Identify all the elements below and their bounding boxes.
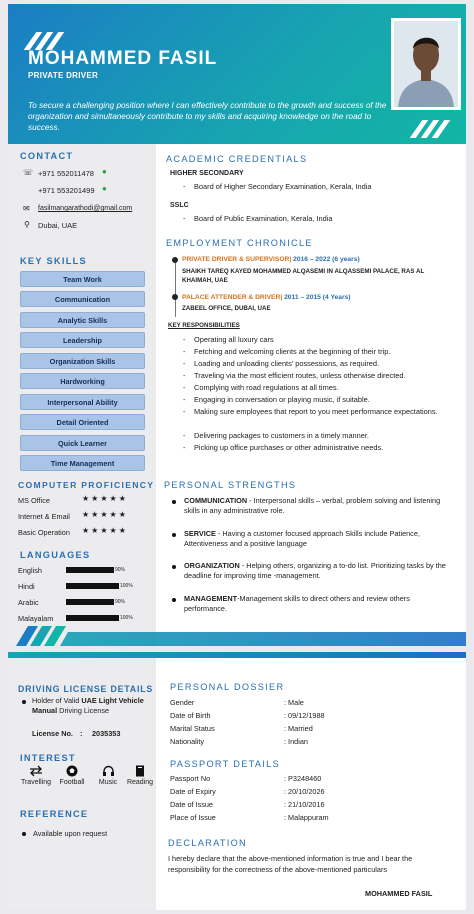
interest-label: Travelling [20,779,52,786]
academic-title: HIGHER SECONDARY [170,170,244,177]
location-text: Dubai, UAE [38,221,78,230]
bullet [172,533,176,537]
responsibility-item: - Traveling via the most efficient routes, unless otherwise directed. [180,370,406,381]
computer-item-label: Internet & Email [18,512,70,521]
email-icon: ✉ [23,204,30,213]
responsibility-item: - Delivering packages to customers in a timely manner. [180,430,369,441]
license-type: UAE Light Vehicle Manual [32,696,144,715]
responsibility-item: - Picking up office purchases or other administrative needs. [180,442,383,453]
interest-label: Reading [126,779,154,786]
job-company: ZABEEL OFFICE, DUBAI, UAE [182,305,271,312]
header-stripes-bottom [416,120,444,138]
signature-name: MOHAMMED FASIL [365,889,433,898]
language-label: Arabic [18,598,39,607]
responsibility-item: - Complying with road regulations at all times. [180,382,339,393]
book-icon [135,765,145,777]
language-label: Hindi [18,582,35,591]
employment-heading: EMPLOYMENT CHRONICLE [166,238,313,248]
job-years: 2011 – 2015 (4 Years) [284,294,351,301]
strength-title: MANAGEMENT [184,594,238,603]
language-percent: 90% [115,567,126,573]
passport-key: Date of Issue [170,800,213,809]
job-years: 2016 – 2022 (6 years) [293,256,360,263]
responsibility-item: - Engaging in conversation or playing music, if suitable. [180,394,370,405]
skill-item: Time Management [20,455,145,471]
job-separator: | [280,294,283,301]
skill-item: Communication [20,291,145,307]
language-percent: 100% [120,615,133,621]
interest-football [56,765,88,786]
rating-stars: ★★★★★ [82,510,128,519]
interest-label: Football [59,779,85,786]
whatsapp-icon: ● [102,167,107,176]
header-banner [8,4,466,144]
skill-item: Quick Learner [20,435,145,451]
profile-photo [391,18,461,110]
responsibility-item: - Fetching and welcoming clients at the beginning of their trip. [180,346,390,357]
responsibility-item: - Making sure employees that report to you meet performance expectations. [180,406,450,417]
strength-title: ORGANIZATION [184,561,240,570]
strength-text: - Helping others, organizing a to-do list. Prioritizing tasks by the deadline for improving time -management. [184,561,446,580]
language-percent: 100% [120,583,133,589]
skills-heading: KEY SKILLS [20,256,87,266]
language-label: Malayalam [18,614,54,623]
strengths-heading: PERSONAL STRENGTHS [164,480,297,490]
dossier-key: Nationality [170,737,205,746]
candidate-name: MOHAMMED FASIL [28,48,218,69]
responsibility-item: - Operating all luxury cars [180,334,274,345]
license-text-pre: Holder of Valid [32,696,82,705]
dossier-key: Marital Status [170,724,215,733]
phone-icon: ☏ [23,168,34,177]
footer-ribbon [8,624,466,646]
skill-item: Team Work [20,271,145,287]
dossier-heading: PERSONAL DOSSIER [170,682,285,692]
timeline-line [175,257,176,317]
football-icon [66,765,78,777]
license-description [32,696,150,716]
license-heading: DRIVING LICENSE DETAILS [18,684,154,694]
strength-title: COMMUNICATION [184,496,248,505]
timeline-dot [172,257,178,263]
reference-text: Available upon request [33,829,108,838]
interest-music [92,765,124,786]
objective-text: To secure a challenging position where I can effectively contribute to the growth and success of the organization and simultaneously contribute to my skills and acquiring knowledge on the road to success. [28,101,387,132]
strength-title: SERVICE [184,529,216,538]
passport-key: Place of Issue [170,813,216,822]
declaration-heading: DECLARATION [168,838,247,848]
timeline-dot [172,294,178,300]
academic-title: SSLC [170,202,189,209]
responsibilities-heading: KEY RESPONSIBILITIES [168,322,240,329]
rating-stars: ★★★★★ [82,494,128,503]
strength-text: - Interpersonal skills – verbal, problem solving and listening skills in any administrative role. [184,496,441,515]
skill-item: Detail Oriented [20,414,145,430]
whatsapp-icon-2: ● [102,184,107,193]
strength-item [184,496,452,516]
responsibility-item: - Loading and unloading clients' possessions, as required. [180,358,379,369]
license-text-post: Driving License [57,706,110,715]
license-number: 2035353 [92,729,121,738]
language-percent: 90% [115,599,126,605]
license-number-label: License No. [32,729,73,738]
skill-item: Organization Skills [20,353,145,369]
dossier-value: : Male [284,698,304,707]
phone-1: +971 552011478 [38,169,94,178]
bullet [22,832,26,836]
bullet [172,565,176,569]
reference-heading: REFERENCE [20,809,89,819]
arrows-icon [29,765,43,777]
language-label: English [18,566,42,575]
declaration-text: I hereby declare that the above-mentioned information is true and I bear the responsibility for the correctness of the above-mentioned particulars [168,854,413,874]
language-bar [66,615,119,621]
interest-label: Music [98,779,118,786]
phone-2: +971 553201499 [38,186,95,195]
strength-item [184,594,452,614]
dossier-key: Gender [170,698,195,707]
passport-value: : P3248460 [284,774,322,783]
dossier-value: : Married [284,724,313,733]
language-bar [66,583,119,589]
resume-page-1 [8,4,466,646]
dossier-value: : Indian [284,737,308,746]
strength-item [184,529,452,549]
job-separator: | [289,256,292,263]
job-title: PALACE ATTENDER & DRIVER [182,294,281,301]
computer-heading: COMPUTER PROFICIENCY [18,480,155,490]
language-bar [66,567,114,573]
bullet [22,700,26,704]
license-number-sep: : [80,729,83,738]
computer-item-label: Basic Operation [18,528,70,537]
language-bar [66,599,114,605]
interest-travelling [20,765,52,786]
bullet [172,500,176,504]
job-title: PRIVATE DRIVER & SUPERVISOR [182,256,290,263]
skill-item: Analytic Skills [20,312,145,328]
strength-text: -Management skills to direct others and review others performance. [184,594,410,613]
passport-value: : 20/10/2026 [284,787,325,796]
skill-item: Interpersonal Ability [20,394,145,410]
academic-detail: - Board of Higher Secondary Examination, Kerala, India [180,181,371,192]
job-company: SHAIKH TAREQ KAYED MOHAMMED ALQASEMI IN ALQASSEMI PALACE, RAS AL KHAIMAH, UAE [182,268,425,284]
strength-item [184,561,452,581]
bullet [172,598,176,602]
email-link[interactable]: fasilmangarathodi@gmail.com [38,205,133,212]
passport-heading: PASSPORT DETAILS [170,759,280,769]
passport-value: : 21/10/2016 [284,800,325,809]
headphones-icon [102,765,115,777]
computer-item-label: MS Office [18,496,50,505]
passport-value: : Malappuram [284,813,329,822]
skill-item: Hardworking [20,373,145,389]
location-pin-icon: ⚲ [24,220,30,229]
academic-detail: - Board of Public Examination, Kerala, India [180,213,332,224]
skill-item: Leadership [20,332,145,348]
academic-heading: ACADEMIC CREDENTIALS [166,154,308,164]
candidate-role: PRIVATE DRIVER [28,71,99,80]
resume-page-2 [8,652,466,910]
strength-text: - Having a customer focused approach Skills include Patience, Attentiveness and a positive language [184,529,420,548]
interest-reading [124,765,156,786]
person-photo-icon [394,21,458,107]
passport-key: Passport No [170,774,211,783]
interest-heading: INTEREST [20,753,76,763]
dossier-key: Date of Birth [170,711,211,720]
passport-key: Date of Expiry [170,787,216,796]
rating-stars: ★★★★★ [82,526,128,535]
languages-heading: LANGUAGES [20,550,91,560]
contact-heading: CONTACT [20,151,74,161]
dossier-value: : 09/12/1988 [284,711,325,720]
